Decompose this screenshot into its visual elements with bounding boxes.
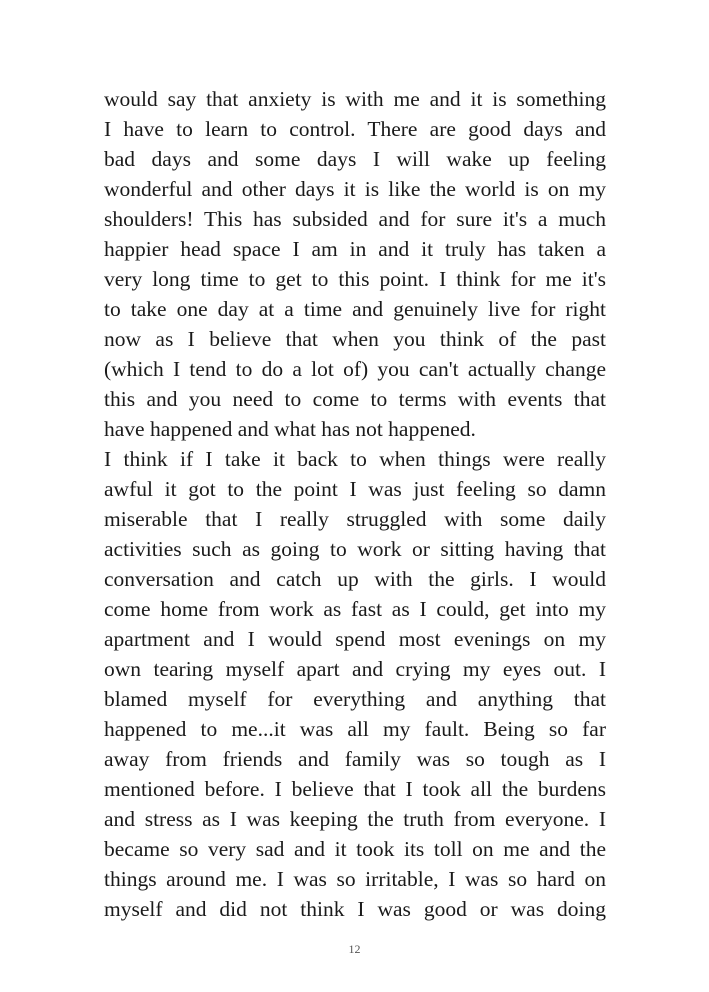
text-line: and stress as I was keeping the truth from everyone. I — [104, 807, 606, 831]
text-line: blamed myself for everything and anything that — [104, 687, 606, 711]
text-line: to take one day at a time and genuinely live for right — [104, 297, 606, 321]
text-line: became so very sad and it took its toll on me and the — [104, 837, 606, 861]
text-line: would say that anxiety is with me and it is something — [104, 87, 606, 111]
text-line: myself and did not think I was good or was doing — [104, 897, 606, 921]
text-line: bad days and some days I will wake up feeling — [104, 147, 606, 171]
text-line: (which I tend to do a lot of) you can't actually change — [104, 357, 606, 381]
text-line: come home from work as fast as I could, get into my — [104, 597, 606, 621]
text-line: I have to learn to control. There are good days and — [104, 117, 606, 141]
text-line: now as I believe that when you think of the past — [104, 327, 606, 351]
text-line: own tearing myself apart and crying my eyes out. I — [104, 657, 606, 681]
text-line: conversation and catch up with the girls. I would — [104, 567, 606, 591]
page-number: 12 — [348, 942, 361, 956]
paragraph-end-line: have happened and what has not happened. — [104, 417, 476, 441]
text-line: wonderful and other days it is like the world is on my — [104, 177, 606, 201]
text-line: miserable that I really struggled with some daily — [104, 507, 606, 531]
text-line: shoulders! This has subsided and for sure it's a much — [104, 207, 606, 231]
text-line: I think if I take it back to when things were really — [104, 447, 606, 471]
text-line: awful it got to the point I was just feeling so damn — [104, 477, 606, 501]
text-line: very long time to get to this point. I think for me it's — [104, 267, 606, 291]
text-line: away from friends and family was so tough as I — [104, 747, 606, 771]
text-line: things around me. I was so irritable, I was so hard on — [104, 867, 606, 891]
text-line: this and you need to come to terms with events that — [104, 387, 606, 411]
body-text — [104, 84, 606, 924]
text-line: happened to me...it was all my fault. Being so far — [104, 717, 606, 741]
text-line: mentioned before. I believe that I took all the burdens — [104, 777, 606, 801]
text-line: apartment and I would spend most evenings on my — [104, 627, 606, 651]
text-line: activities such as going to work or sitting having that — [104, 537, 606, 561]
text-line: happier head space I am in and it truly has taken a — [104, 237, 606, 261]
